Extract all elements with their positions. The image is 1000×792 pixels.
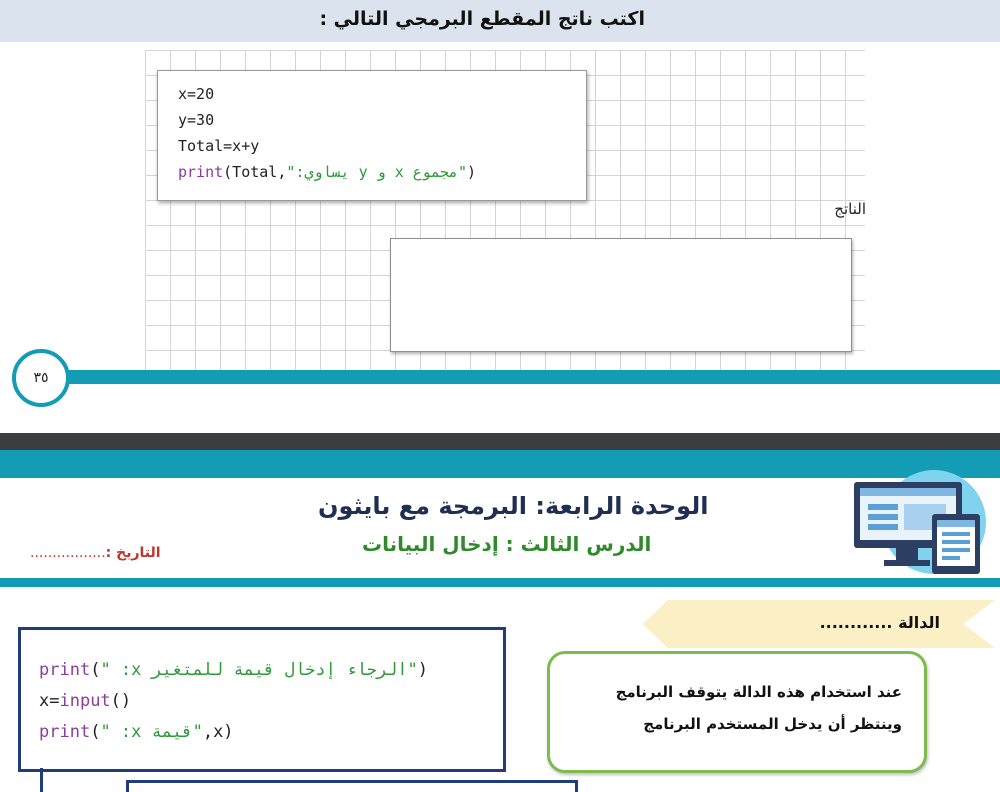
- code-line: [39, 655, 503, 686]
- description-line: وينتظر أن يدخل المستخدم البرنامج: [643, 715, 902, 733]
- connector-line: [40, 768, 43, 792]
- footer-band: [40, 370, 1000, 384]
- page-number: ٣٥: [12, 349, 70, 407]
- date-label: التاريخ :: [105, 545, 161, 561]
- page-divider: [0, 433, 1000, 450]
- code-text: x=: [39, 691, 60, 711]
- description-line: عند استخدام هذه الدالة يتوقف البرنامج: [615, 683, 902, 701]
- code-keyword: input: [59, 691, 111, 711]
- code-line: [178, 159, 586, 185]
- result-label: الناتج: [834, 200, 866, 218]
- code-line: Total=x+y: [178, 137, 260, 155]
- code-text: (: [90, 660, 101, 680]
- code-text: ): [467, 163, 477, 181]
- code-line: y=30: [178, 111, 215, 129]
- code-box-exercise: [157, 70, 587, 201]
- answer-box[interactable]: [390, 238, 852, 352]
- code-string: "قيمة x: ": [100, 722, 203, 742]
- code-text: (): [110, 691, 132, 711]
- code-keyword: print: [39, 722, 91, 742]
- output-box: [126, 780, 578, 792]
- description-text: [582, 676, 902, 740]
- unit-title: الوحدة الرابعة: البرمجة مع بايثون: [318, 492, 709, 520]
- code-text: ): [417, 660, 428, 680]
- lesson-title: الدرس الثالث : إدخال البيانات: [362, 532, 652, 556]
- function-ribbon-text: الدالة ............: [819, 613, 940, 632]
- computer-screens-icon: [848, 470, 988, 580]
- code-keyword: print: [178, 163, 224, 181]
- code-string: "مجموع x و y يساوي:": [286, 163, 467, 181]
- code-line: [39, 717, 503, 748]
- code-line: [39, 686, 503, 717]
- code-box-input: [18, 627, 506, 772]
- code-text: (Total,: [223, 163, 287, 181]
- code-text: (: [90, 722, 101, 742]
- date-dots: .................: [30, 545, 106, 561]
- exercise-title: اكتب ناتج المقطع البرمجي التالي :: [319, 8, 645, 30]
- code-keyword: print: [39, 660, 91, 680]
- date-field: [30, 545, 161, 561]
- code-text: ,x): [202, 722, 234, 742]
- code-line: x=20: [178, 85, 215, 103]
- code-string: "الرجاء إدخال قيمة للمتغير x: ": [100, 660, 418, 680]
